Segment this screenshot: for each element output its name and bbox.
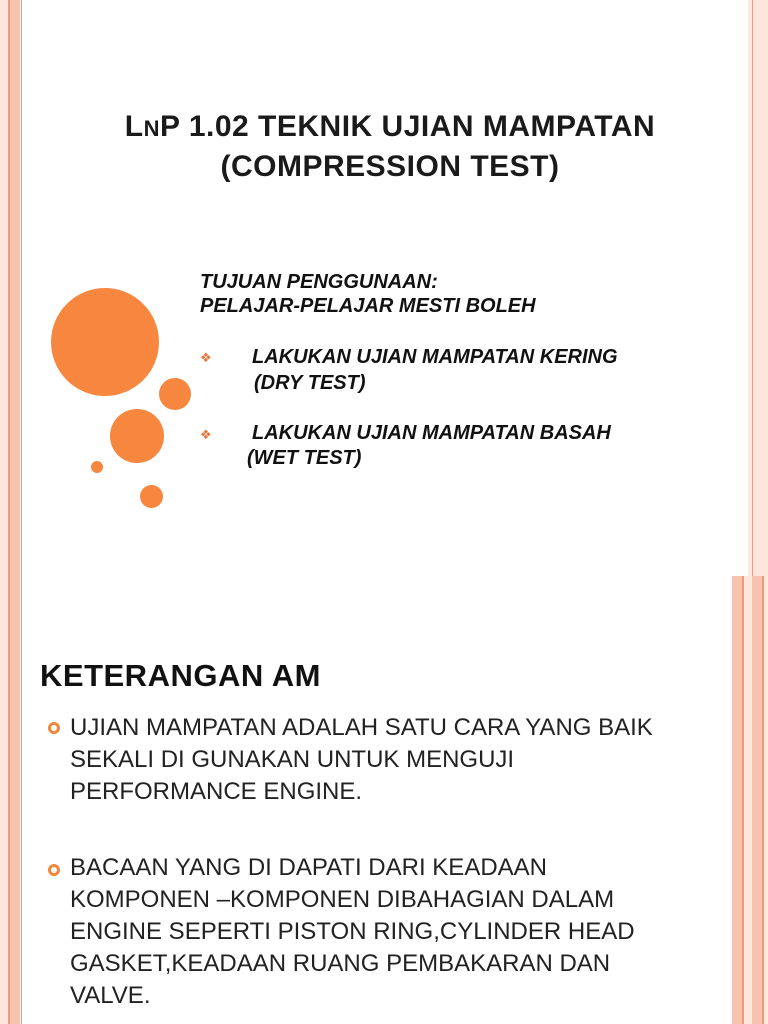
circle-bullet-icon <box>48 722 60 734</box>
right-stripe-pale <box>744 576 752 1024</box>
right-stripe-pale <box>748 0 768 576</box>
left-stripe-pale <box>0 0 8 576</box>
right-stripe-line <box>752 0 753 576</box>
item-1-line-1: LAKUKAN UJIAN MAMPATAN KERING <box>252 346 618 368</box>
left-stripe-thin <box>21 0 22 576</box>
slide-2-heading: KETERANGAN AM <box>40 658 321 693</box>
circle-bullet-icon <box>48 864 60 876</box>
objective-sub: PELAJAR-PELAJAR MESTI BOLEH <box>200 295 536 317</box>
decor-circle-small <box>159 378 191 410</box>
left-stripe-thin <box>21 576 22 1024</box>
decor-circle-medium <box>110 409 164 463</box>
diamond-bullet-icon: ❖ <box>200 427 212 442</box>
bullet-1-text: UJIAN MAMPATAN ADALAH SATU CARA YANG BAIK SEKALI DI GUNAKAN UNTUK MENGUJI PERFORMANCE ENGINE. <box>70 714 653 805</box>
right-stripe-mid-2 <box>752 576 762 1024</box>
title-line-1 <box>60 108 720 148</box>
item-2-line-2: (WET TEST) <box>247 447 362 469</box>
bullet-2-text: BACAAN YANG DI DAPATI DARI KEADAAN KOMPONEN –KOMPONEN DIBAHAGIAN DALAM ENGINE SEPERTI PISTON RING,CYLINDER HEAD GASKET,KEADAAN RUANG PEMBAKARAN DAN VALVE. <box>70 854 635 1009</box>
item-1-line-2: (DRY TEST) <box>254 372 366 394</box>
objective-heading: TUJUAN PENGGUNAAN: <box>200 271 438 293</box>
title-prefix-small: N <box>143 116 161 141</box>
decor-circle-large <box>51 288 159 396</box>
slide-2 <box>0 576 768 1024</box>
right-stripe-mid <box>732 576 742 1024</box>
slide-1-title <box>60 108 720 186</box>
title-prefix-big: L <box>124 110 144 143</box>
item-2-line-1: LAKUKAN UJIAN MAMPATAN BASAH <box>252 422 611 444</box>
decor-circle-small-2 <box>140 485 163 508</box>
right-stripe-pale-2 <box>764 576 768 1024</box>
diamond-bullet-icon: ❖ <box>200 350 212 365</box>
title-line-2: (COMPRESSION TEST) <box>220 150 560 183</box>
decor-circle-tiny <box>91 461 103 473</box>
left-stripe-mid <box>10 0 20 576</box>
left-stripe-pale <box>0 576 8 1024</box>
title-rest: P 1.02 TEKNIK UJIAN MAMPATAN <box>160 110 656 143</box>
left-stripe-mid <box>10 576 20 1024</box>
